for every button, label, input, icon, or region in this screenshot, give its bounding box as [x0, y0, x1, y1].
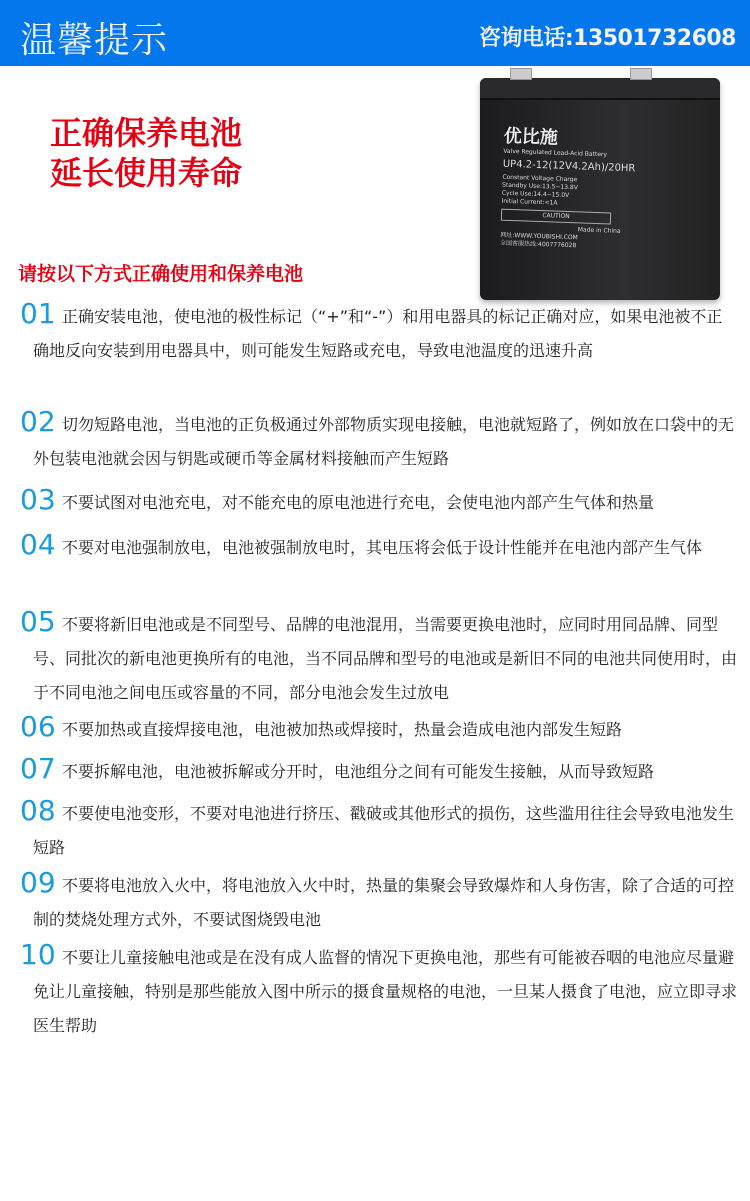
battery-terminal-icon [510, 68, 532, 80]
tip-text: 不要将电池放入火中，将电池放入火中时，热量的集聚会导致爆炸和人身伤害，除了合适的可控制的焚烧处理方式外，不要试图烧毁电池 [33, 876, 735, 929]
tip-item [20, 483, 738, 520]
tip-number: 08 [20, 794, 56, 827]
tip-text: 不要使电池变形，不要对电池进行挤压、戳破或其他形式的损伤，这些滥用往往会导致电池发生短路 [33, 804, 735, 857]
tip-item [20, 710, 738, 747]
section-subtitle: 请按以下方式正确使用和保养电池 [18, 263, 304, 285]
battery-lid [480, 78, 720, 100]
battery-image [480, 78, 720, 300]
tip-text: 正确安装电池，使电池的极性标记（“+”和“-”）和用电器具的标记正确对应，如果电池被不正确地反向安装到用电器具中，则可能发生短路或充电，导致电池温度的迅速升高 [33, 307, 723, 360]
tip-item [20, 405, 738, 476]
tip-number: 03 [20, 483, 56, 516]
tip-text: 不要将新旧电池或是不同型号、品牌的电池混用，当需要更换电池时，应同时用同品牌、同型号、同批次的新电池更换所有的电池，当不同品牌和型号的电池或是新旧不同的电池共同使用时，由于不同电池之间电压或容量的不同，部分电池会发生过放电 [33, 615, 738, 702]
header-bar [0, 0, 750, 66]
battery-caution: CAUTION [501, 209, 611, 225]
tip-item [20, 752, 738, 789]
header-title: 温馨提示 [20, 20, 169, 61]
consult-phone: 咨询电话:13501732608 [478, 26, 736, 51]
tip-text: 不要对电池强制放电，电池被强制放电时，其电压将会低于设计性能并在电池内部产生气体 [62, 538, 703, 557]
tip-number: 07 [20, 752, 56, 785]
battery-origin: Made in China [577, 226, 621, 235]
battery-model: UP4.2-12(12V4.2Ah)/20HR [502, 158, 636, 175]
tip-number: 01 [20, 297, 56, 330]
battery-type: Valve Regulated Lead-Acid Battery [503, 147, 608, 159]
tip-number: 02 [20, 405, 56, 438]
tip-item [20, 297, 738, 368]
tip-text: 不要加热或直接焊接电池，电池被加热或焊接时，热量会造成电池内部发生短路 [62, 720, 623, 739]
tip-text: 不要让儿童接触电池或是在没有成人监督的情况下更换电池，那些有可能被吞咽的电池应尽量避免让儿童接触，特别是那些能放入图中所示的摄食量规格的电池，一旦某人摄食了电池，应立即寻求医生帮助 [33, 948, 738, 1035]
tip-item [20, 866, 738, 937]
tip-item [20, 938, 738, 1043]
tip-item [20, 605, 738, 710]
battery-brand: 优比施 [503, 125, 559, 149]
tip-number: 04 [20, 528, 56, 561]
tip-text: 切勿短路电池，当电池的正负极通过外部物质实现电接触，电池就短路了，例如放在口袋中的无外包装电池就会因与钥匙或硬币等金属材料接触而产生短路 [33, 415, 735, 468]
battery-terminal-icon [630, 68, 652, 80]
tip-number: 05 [20, 605, 56, 638]
battery-web: 网址:WWW.YOUBISHI.COM [500, 231, 578, 242]
tip-text: 不要试图对电池充电，对不能充电的原电池进行充电，会使电池内部产生气体和热量 [62, 493, 655, 512]
tip-item [20, 528, 738, 565]
tip-number: 09 [20, 866, 56, 899]
battery-charge: Constant Voltage Charge [502, 173, 578, 184]
battery-cycle: Cycle Use:14.4~15.0V [501, 189, 570, 200]
tip-text: 不要拆解电池，电池被拆解或分开时，电池组分之间有可能发生接触，从而导致短路 [62, 762, 655, 781]
battery-current: Initial Current:<1A [501, 197, 558, 207]
tip-number: 06 [20, 710, 56, 743]
battery-standby: Standby Use:13.5~13.8V [501, 181, 578, 192]
slogan-line-1: 正确保养电池 [50, 114, 243, 152]
battery-label [500, 126, 637, 253]
slogan-line-2: 延长使用寿命 [50, 154, 243, 192]
tip-number: 10 [20, 938, 56, 971]
tip-item [20, 794, 738, 865]
battery-hotline: 全国客服热线:4007776028 [499, 239, 577, 250]
